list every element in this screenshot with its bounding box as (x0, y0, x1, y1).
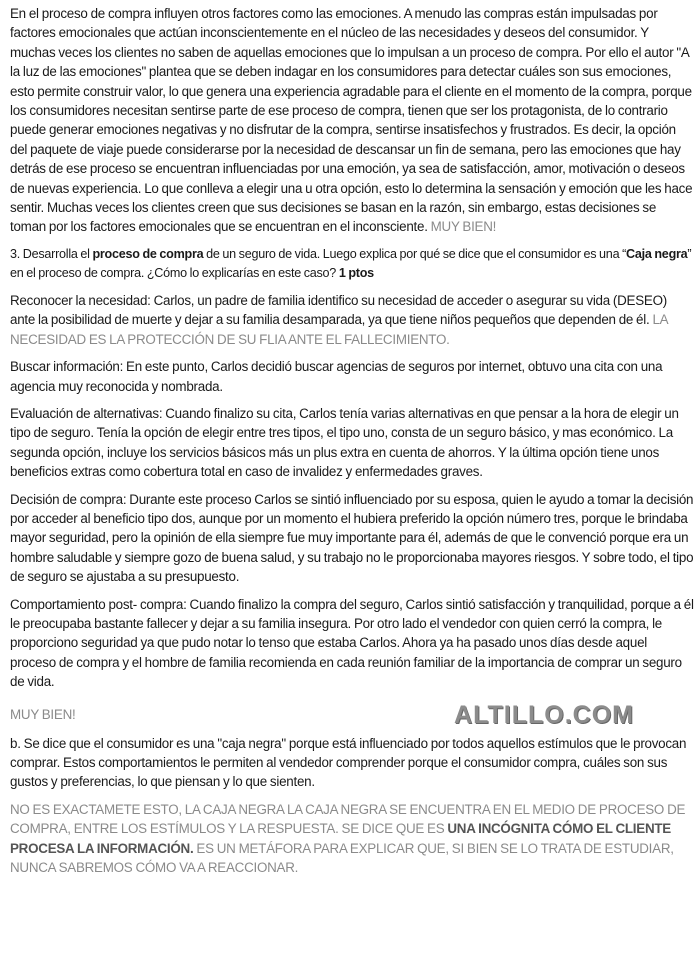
step-post-purchase: Comportamiento post- compra: Cuando finalizo la compra del seguro, Carlos sintió satisfacción y tranquilidad, porque a él le preocupaba bastante fallecer y dejar a su familia insegura. Por otro lado el vendedor con quien cerró la compra, le proporciono seguridad ya que pudo notar lo tenso que estaba Carlos. Ahora ya ha pasado unos días desde aquel proceso de compra y el hombre de familia recomienda en cada reunión familiar de la importancia de comprar un seguro de vida. (10, 596, 694, 690)
q-points: 1 ptos (338, 265, 374, 280)
final-comment (10, 800, 694, 878)
step-decision: Decisión de compra: Durante este proceso Carlos se sintió influenciado por su esposa, quien le ayudo a tomar la decisión por acceder al beneficio tipo dos, aunque por un momento el hubiera preferido la opción número tres, porque le brindaba mayor seguridad, pero la opinión de ella siempre fue muy importante para él, además de que le convenció porque era un hombre saludable y siempre gozo de buena salud, y su trabajo no le proporcionaba mayores riesgos. Y sobre todo, el tipo de seguro se ajustaba a su presupuesto. (10, 491, 694, 585)
q-bold: proceso de compra (92, 246, 204, 261)
comment-text: NO ES EXACTAMETE ESTO, LA CAJA NEGRA LA CAJA NEGRA SE ENCUENTRA EN EL MEDIO DE PROCESO DE COMPRA, ENTRE LOS ESTÍMULOS Y LA RESPUESTA. SE DICE QUE ES (10, 801, 686, 837)
watermark-logo: ALTILLO.COM (454, 700, 634, 729)
step-need (10, 291, 694, 349)
teacher-comment: MUY BIEN! (10, 706, 76, 722)
step-evaluation: Evaluación de alternativas: Cuando finalizo su cita, Carlos tenía varias alternativas en que pensar a la hora de elegir un tipo de seguro. Tenía la opción de elegir entre tres tipos, el tipo uno, consta de un seguro básico, y mas económico. La segunda opción, incluye los servicios básicos más un plus extra en cuenta de ahorros. Y la última opción tiene unos beneficios extras como cobertura total en caso de invalidez y enfermedades graves. (10, 405, 679, 480)
question-3 (10, 245, 694, 283)
answer-b: b. Se dice que el consumidor es una "caja negra" porque está influenciado por todos aquellos estímulos que le provocan comprar. Estos comportamientos le permiten al vendedor comprender porque el consumidor compra, cuáles son sus gustos y preferencias, lo que piensan y lo que sienten. (10, 735, 687, 790)
intro-text: En el proceso de compra influyen otros factores como las emociones. A menudo las compras están impulsadas por factores emocionales que actúan inconscientemente en el núcleo de las necesidades y deseos del consumidor. Y muchas veces los clientes no saben de aquellas emociones que lo impulsan a un proceso de compra. Por ello el autor "A la luz de las emociones" plantea que se deben indagar en los consumidores para detectar cuáles son sus emociones, esto permite construir valor, lo que genera una experiencia agradable para el cliente en el momento de la compra, porque los consumidores necesitan sentirse parte de ese proceso de compra, tienen que ser los protagonista, de lo contrario puede generar emociones negativas y no disfrutar de la compra, sentirse insatisfechos y frustrados. Es decir, la opción del paquete de viaje puede considerarse por la necesidad de descansar un fin de semana, pero las emociones que hay detrás de ese proceso se encuentran influenciadas por una emoción, ya sea de satisfacción, amor, motivación o deseos de nuevas experiencia. Lo que conlleva a elegir una u otra opción, esto lo determina la sensación y emoción que les hace sentir. Muchas veces los clientes creen que sus decisiones se basan en la razón, sin embargo, estas decisiones se toman por los factores emocionales que se encuentran en el inconsciente. (10, 6, 693, 235)
teacher-comment: LA NECESIDAD ES LA PROTECCIÓN DE SU FLIA ANTE EL FALLECIMIENTO. (10, 312, 668, 347)
intro-paragraph (10, 4, 694, 237)
step-search: Buscar información: En este punto, Carlos decidió buscar agencias de seguros por internet, obtuvo una cita con una agencia muy reconocida y nombrada. (10, 359, 663, 394)
comment-bold: UNA INCÓGNITA CÓMO EL CLIENTE PROCESA LA INFORMACIÓN. (10, 821, 671, 856)
q-text: de un seguro de vida. Luego explica por qué se dice que el consumidor es una “ (203, 246, 627, 261)
teacher-comment: MUY BIEN! (430, 219, 497, 235)
q-text: ” en el proceso de compra. ¿Cómo lo explicarías en este caso? (10, 246, 692, 280)
q-bold: Caja negra (626, 246, 688, 261)
document (10, 4, 694, 877)
comment-watermark-row (10, 700, 694, 730)
step-text: Reconocer la necesidad: Carlos, un padre de familia identifico su necesidad de acceder o asegurar su vida (DESEO) ante la posibilidad de muerte y dejar a su familia desamparada, ya que tiene niños pequeños que dependen de él. (10, 292, 667, 328)
comment-text: ES UN METÁFORA PARA EXPLICAR QUE, SI BIEN SE LO TRATA DE ESTUDIAR, NUNCA SABREMOS CÓMO VA A REACCIONAR. (10, 840, 674, 876)
q-text: 3. Desarrolla el (10, 246, 93, 261)
